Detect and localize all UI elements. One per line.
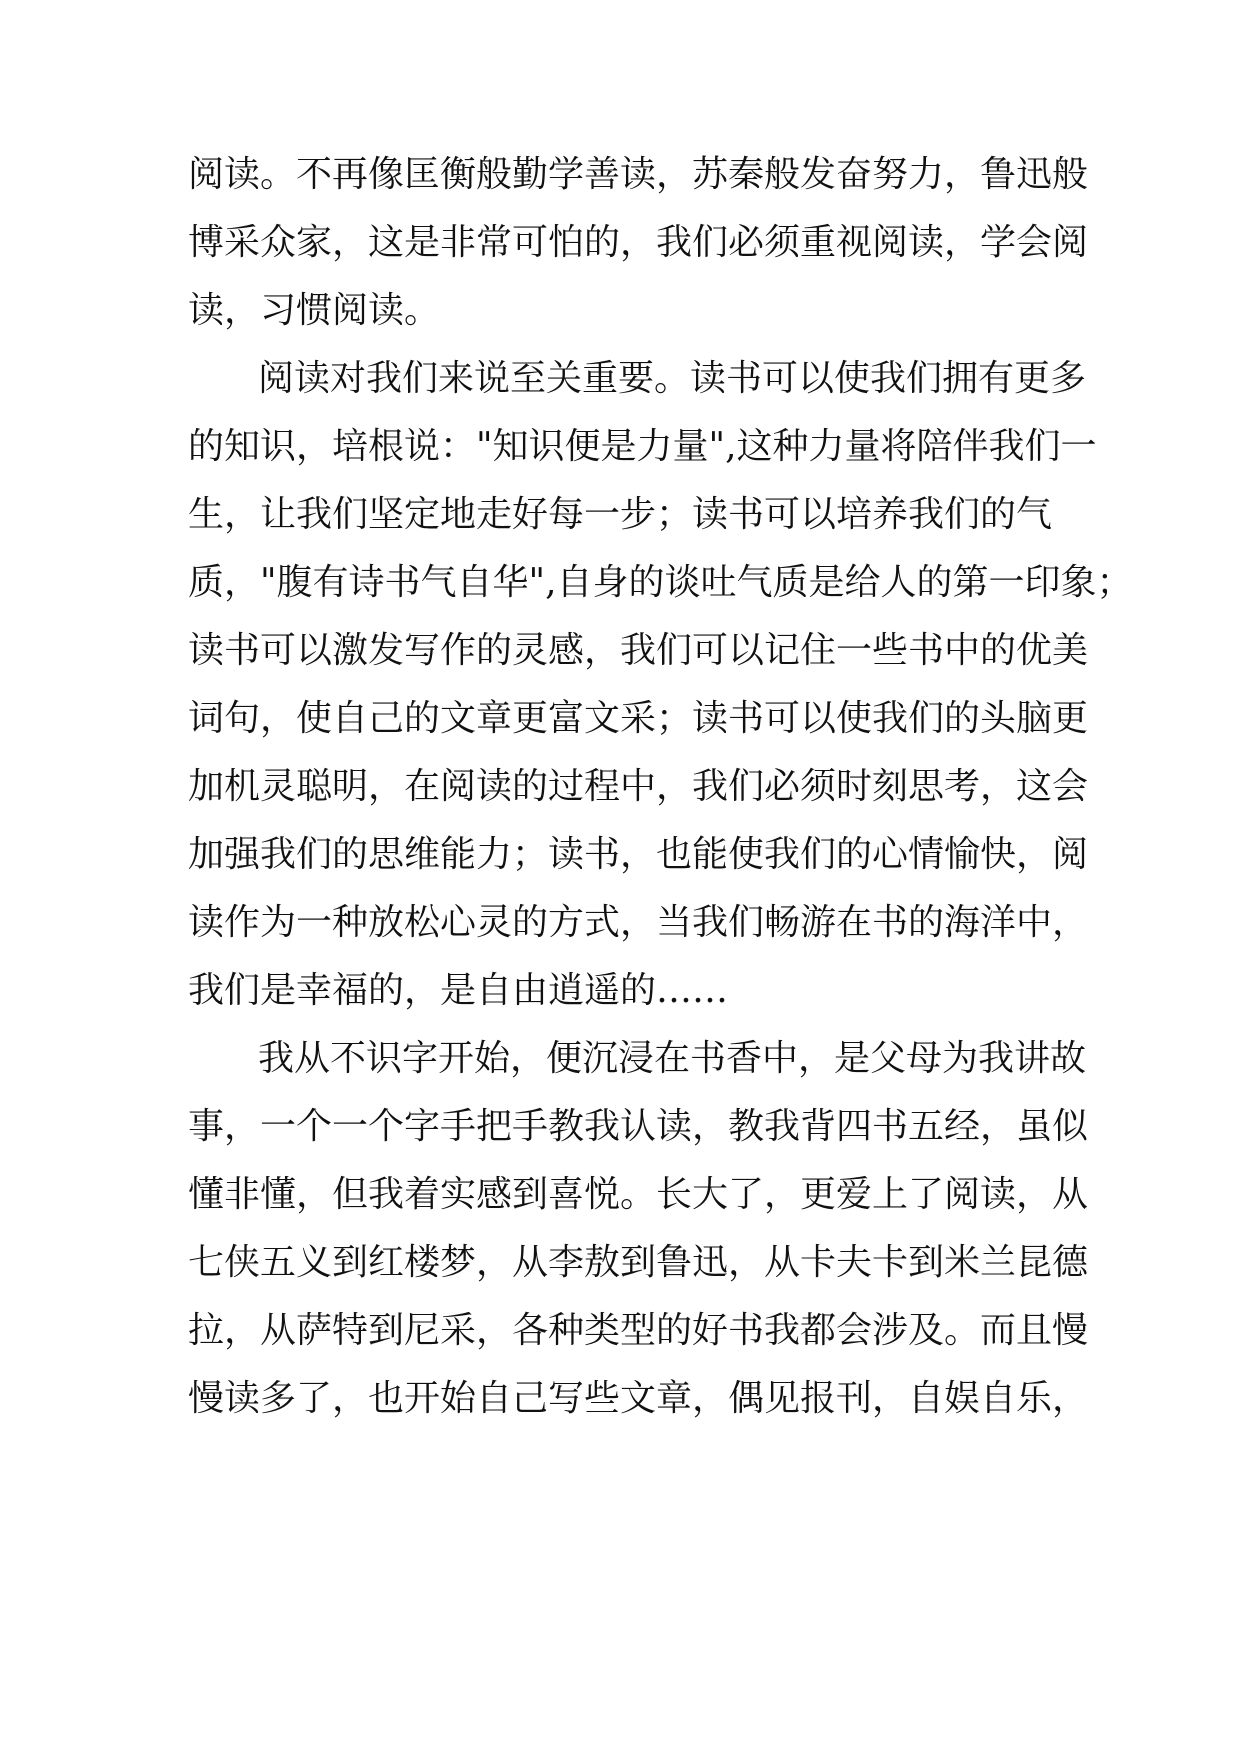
paragraph-1-line-3: 读，习惯阅读。 [188, 290, 441, 331]
paragraph-2-line-1: 阅读对我们来说至关重要。读书可以使我们拥有更多 [258, 358, 1087, 399]
paragraph-2-line-5: 读书可以激发写作的灵感，我们可以记住一些书中的优美 [188, 630, 1089, 671]
paragraph-2-line-4: 质，"腹有诗书气自华",自身的谈吐气质是给人的第一印象； [188, 562, 1133, 603]
paragraph-1-line-1: 阅读。不再像匡衡般勤学善读，苏秦般发奋努力，鲁迅般 [188, 154, 1089, 195]
paragraph-2-line-9: 读作为一种放松心灵的方式，当我们畅游在书的海洋中， [188, 902, 1089, 943]
paragraph-3-line-4: 七侠五义到红楼梦，从李敖到鲁迅，从卡夫卡到米兰昆德 [188, 1242, 1089, 1283]
paragraph-2-line-3: 生，让我们坚定地走好每一步；读书可以培养我们的气 [188, 494, 1053, 535]
paragraph-2-line-8: 加强我们的思维能力；读书，也能使我们的心情愉快，阅 [188, 834, 1089, 875]
paragraph-1-line-2: 博采众家，这是非常可怕的，我们必须重视阅读，学会阅 [188, 222, 1089, 263]
paragraph-2-line-2: 的知识，培根说："知识便是力量",这种力量将陪伴我们一 [188, 426, 1097, 467]
paragraph-2-line-6: 词句，使自己的文章更富文采；读书可以使我们的头脑更 [188, 698, 1089, 739]
paragraph-3-line-1: 我从不识字开始，便沉浸在书香中，是父母为我讲故 [258, 1038, 1087, 1079]
paragraph-3-line-2: 事，一个一个字手把手教我认读，教我背四书五经，虽似 [188, 1106, 1089, 1147]
paragraph-2-line-10: 我们是幸福的，是自由逍遥的…… [188, 970, 729, 1011]
paragraph-3-line-6: 慢读多了，也开始自己写些文章，偶见报刊，自娱自乐， [188, 1378, 1089, 1419]
paragraph-3-line-3: 懂非懂，但我着实感到喜悦。长大了，更爱上了阅读，从 [188, 1174, 1089, 1215]
paragraph-2-line-7: 加机灵聪明，在阅读的过程中，我们必须时刻思考，这会 [188, 766, 1089, 807]
paragraph-3-line-5: 拉，从萨特到尼采，各种类型的好书我都会涉及。而且慢 [188, 1310, 1089, 1351]
